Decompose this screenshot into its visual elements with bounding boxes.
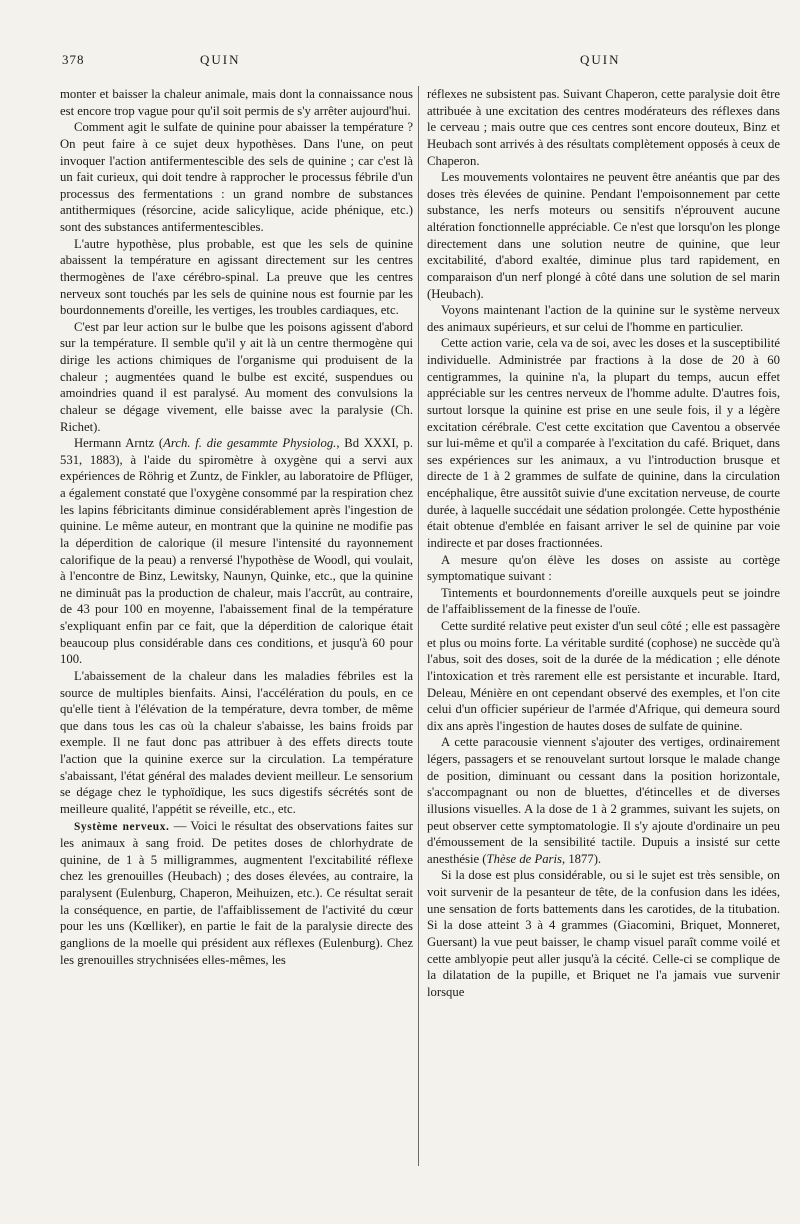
right-column (427, 86, 780, 1000)
running-head-right: QUIN (580, 52, 621, 67)
citation: Arch. f. die gesammte Physiolog. (163, 436, 337, 451)
paragraph: Tintements et bourdonnements d'oreille auxquels peut se joindre de l'affaiblissement de la finesse de l'ouïe. (427, 585, 780, 617)
paragraph: Hermann Arntz (Arch. f. die gesammte Physiolog., Bd XXXI, p. 531, 1883), à l'aide du spiromètre à oxygène qui a servi aux expériences de Röhrig et Zuntz, de Finkler, au laboratoire de Pflüger, a également constaté que l'oxygène consommé par la respiration chez les lapins fébricitants diminue considérablement après l'ingestion de quinine. Le même auteur, en montrant que la quinine ne modifie pas la déperdition de calorique (il mesure l'intensité du rayonnement calorifique de la peau) a renversé l'hypothèse de Woodl, qui voulait, à l'encontre de Binz, Lewitsky, Naunyn, Quinke, etc., que la quinine ne diminuât pas la production de chaleur, mais l'accrût, au contraire, de 43 pour 100 en moyenne, l'abaissement final de la température s'expliquant enfin par ce fait, que la déperdition de calorique était beaucoup plus considérable dans ces conditions, et jusqu'à 60 pour 100. (60, 436, 413, 667)
paragraph: Comment agit le sulfate de quinine pour abaisser la température ? On peut faire à ce sujet deux hypothèses. Dans l'une, on peut invoquer l'action antifermentescible des sels de quinine ; car c'est là un fait curieux, qui doit tendre à rapprocher le processus fébrile d'un processus des fermentations : un grand nombre de substances antithermiques (résorcine, acide salicylique, acide phénique, etc.) sont des substances antifermentescibles. (60, 120, 413, 234)
paragraph: L'autre hypothèse, plus probable, est que les sels de quinine abaissent la température en agissant directement sur les centres thermogènes de l'axe cérébro-spinal. La preuve que les centres nerveux sont touchés par les sels de quinine nous est fournie par les bourdonnements d'oreille, les vertiges, les troubles cardiaques, etc. (60, 236, 413, 318)
paragraph: A mesure qu'on élève les doses on assiste au cortège symptomatique suivant : (427, 552, 780, 584)
left-column (60, 86, 413, 968)
paragraph: monter et baisser la chaleur animale, mais dont la connaissance nous est encore trop vague pour qu'il soit permis de s'y arrêter aujourd'hui. (60, 87, 413, 118)
paragraph: Voyons maintenant l'action de la quinine sur le système nerveux des animaux supérieurs, et sur celui de l'homme en particulier. (427, 303, 780, 334)
paragraph: Système nerveux. — Voici le résultat des observations faites sur les animaux à sang froid. De petites doses de chlorhydrate de quinine, de 1 à 5 milligrammes, augmentent l'excitabilité réflexe chez les grenouilles (Heubach) ; des doses élevées, au contraire, la paralysent (Eulenburg, Chaperon, Meihuizen, etc.). Ce résultat serait la conséquence, en partie, de l'affaiblissement de l'activité du cœur pour les uns (Kœlliker), en partie le fait de la paralysie directe des ganglions de la moelle qui président aux réflexes (Eulenburg). Chez les grenouilles strychnisées elles-mêmes, les (60, 818, 413, 967)
section-lead: Système nerveux. (74, 820, 170, 833)
paragraph: Les mouvements volontaires ne peuvent être anéantis que par des doses très élevées de quinine. Pendant l'empoisonnement par cette substance, les nerfs moteurs ou sensitifs n'éprouvent aucune altération fonctionnelle appréciable. Ce n'est que lorsqu'on les plonge directement dans une solution neutre de quinine, que leur excitabilité, d'abord exaltée, diminue plus tard rapidement, en comparaison d'un nerf plongé à côté dans une solution de sel marin (Heubach). (427, 170, 780, 301)
paragraph: A cette paracousie viennent s'ajouter des vertiges, ordinairement légers, passagers et se renouvelant surtout lorsque le malade change de position, diminuant ou cessant dans la position horizontale, s'accompagnant ou non de bluettes, d'étincelles et de diverses illusions visuelles. A la dose de 1 à 2 grammes, suivant les sujets, on peut observer cette symptomatologie. Il s'y ajoute d'ordinaire un peu d'émoussement de la sensibilité tactile. Dupuis a insisté sur cette anesthésie (Thèse de Paris, 1877). (427, 735, 780, 866)
paragraph: Cette surdité relative peut exister d'un seul côté ; elle est passagère et plus ou moins forte. La véritable surdité (cophose) ne succède qu'à l'abus, soit des doses, soit de la durée de la médication ; elle dénote l'intoxication et très rarement elle est persistante et incurable. Itard, Deleau, Ménière en ont cependant observé des exemples, et l'on cite celui d'un officier supérieur de l'armée d'Afrique, qui demeura sourd dix ans après l'ingestion de hautes doses de sulfate de quinine. (427, 619, 780, 733)
column-divider (418, 86, 419, 1166)
paragraph: Cette action varie, cela va de soi, avec les doses et la susceptibilité individuelle. Administrée par fractions à la dose de 20 à 60 centigrammes, la quinine n'a, la plupart du temps, aucun effet appréciable sur les centres nerveux de l'homme adulte. D'autres fois, surtout lorsque la quinine est prise en une seule fois, il y a légère excitation cérébrale. C'est cette excitation que Caventou a observée sur lui-même et qu'il a comparée à l'excitation du café. Briquet, dans ses expériences sur les animaux, a vu l'introduction brusque et directe de 1 à 2 grammes de sulfate de quinine, dans la circulation encéphalique, être aussitôt suivie d'une excitation nerveuse, de courte durée, à laquelle succédait une sédation prolongée. Cette hyposthénie était obtenue d'emblée en faisant arriver le sel de quinine par voie indirecte et par doses fractionnées. (427, 336, 780, 550)
page-number: 378 (62, 52, 85, 67)
citation: Thèse de Paris (486, 851, 562, 866)
running-head-left: QUIN (200, 52, 241, 67)
paragraph: réflexes ne subsistent pas. Suivant Chaperon, cette paralysie doit être attribuée à une excitation des centres modérateurs des réflexes dans le cerveau ; mais outre que ces centres sont encore douteux, Binz et Heubach sont arrivés à des résultats complètement opposés à ceux de Chaperon. (427, 87, 780, 168)
paragraph: C'est par leur action sur le bulbe que les poisons agissent d'abord sur la température. Il semble qu'il y ait là un centre thermogène qui dirige les actions chimiques de l'organisme qui produisent de la chaleur ; augmentées quand le bulbe est excité, suspendues ou amoindries quand il est paralysé. Au moment des convulsions la chaleur se dégage vivement, elle baisse avec la paralysie (Ch. Richet). (60, 319, 413, 434)
paragraph: Si la dose est plus considérable, ou si le sujet est très sensible, on voit survenir de la pesanteur de tête, de la confusion dans les idées, une sensation de forts battements dans les carotides, de la titubation. Si la dose atteint 3 à 4 grammes (Giacomini, Briquet, Monneret, Guersant) la vue peut baisser, le champ visuel paraît comme voilé et cette amblyopie peut aller jusqu'à la cécité. Celle-ci se complique de la dilatation de la pupille, et Briquet ne l'a jamais vue survenir lorsque (427, 868, 780, 999)
paragraph: L'abaissement de la chaleur dans les maladies fébriles est la source de multiples bienfaits. Ainsi, l'accélération du pouls, en ce qu'elle tient à l'élévation de la température, devra tomber, de même que dans tous les cas où la chaleur s'abaisse, les bains froids par exemple. Il ne faut donc pas attribuer à des effets directs toute l'action que la quinine exerce sur la circulation. La température s'abaissant, l'état général des malades devient meilleur. Le sensorium se dégage chez le typhoïdique, les sucs digestifs sécrétés sont de meilleure qualité, l'appétit se réveille, etc., etc. (60, 668, 413, 816)
